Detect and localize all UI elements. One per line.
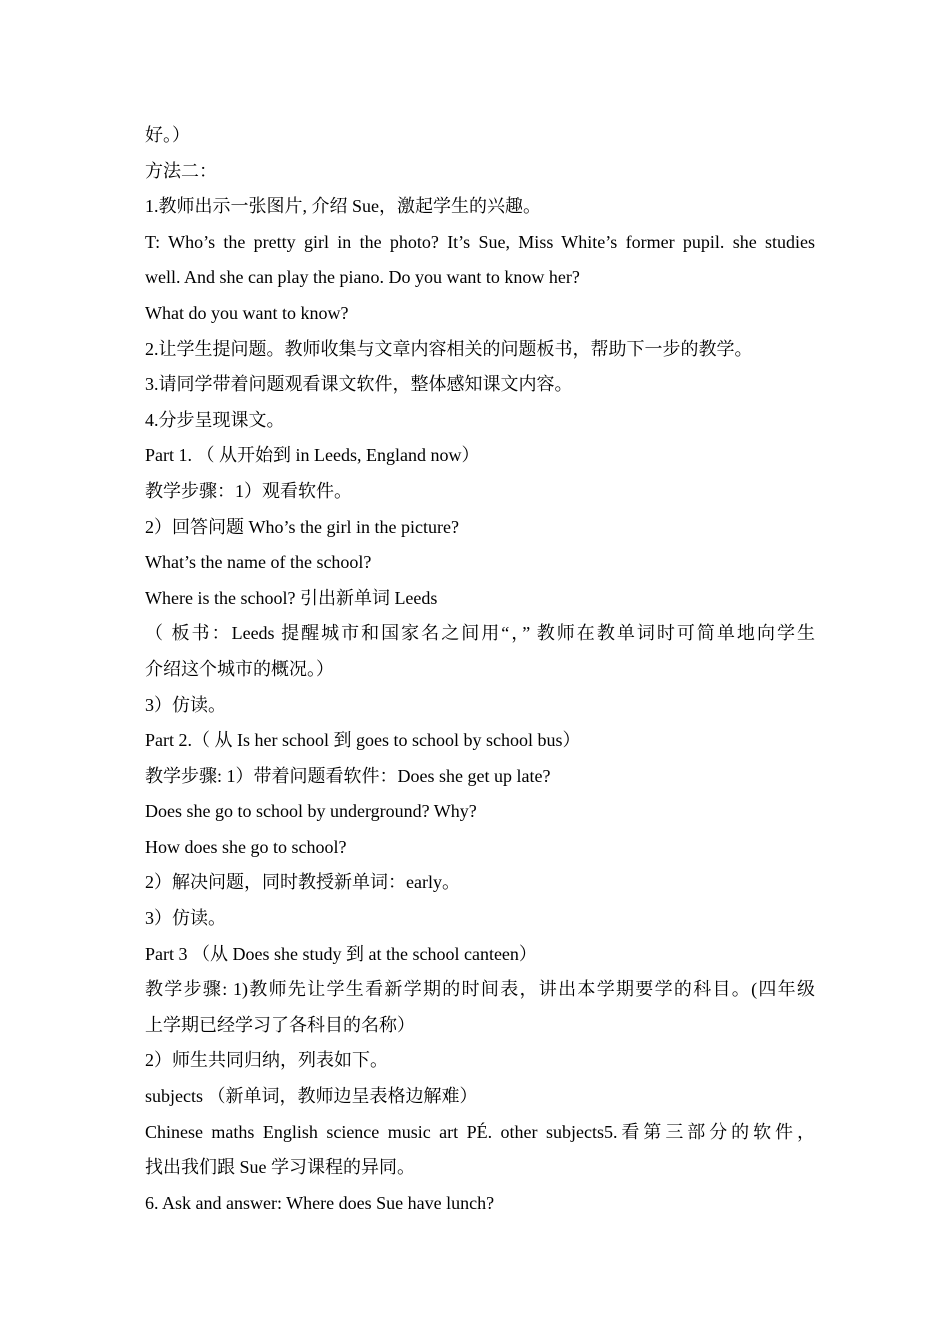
text-line: 2）师生共同归纳，列表如下。: [145, 1050, 388, 1071]
text-line: What do you want to know?: [145, 302, 349, 323]
text-line: How does she go to school?: [145, 836, 347, 857]
text-line: well. And she can play the piano. Do you want to know her?: [145, 267, 580, 288]
text-line: 2）回答问题 Who’s the girl in the picture?: [145, 516, 459, 537]
text-line: 教学步骤: 1）带着问题看软件：Does she get up late?: [145, 765, 551, 786]
text-line: 3.请同学带着问题观看课文软件，整体感知课文内容。: [145, 374, 573, 395]
text-line: Part 1. （ 从开始到 in Leeds, England now）: [145, 445, 480, 466]
text-line: Part 2.（ 从 Is her school 到 goes to school by school bus）: [145, 730, 581, 751]
text-line: 教学步骤: 1)教师先让学生看新学期的时间表，讲出本学期要学的科目。(四年级: [145, 979, 815, 1000]
text-line: 3）仿读。: [145, 694, 226, 715]
text-line: 上学期已经学习了各科目的名称）: [145, 1014, 415, 1035]
text-line: （ 板书：Leeds 提醒城市和国家名之间用“，” 教师在教单词时可简单地向学生: [145, 623, 815, 644]
text-line: Where is the school? 引出新单词 Leeds: [145, 587, 438, 608]
text-line: Part 3 （从 Does she study 到 at the school canteen）: [145, 943, 537, 964]
text-line: 方法二：: [145, 160, 217, 181]
text-line: 3）仿读。: [145, 908, 226, 929]
text-line: 教学步骤：1）观看软件。: [145, 480, 352, 501]
text-line: 2）解决问题，同时教授新单词：early。: [145, 872, 460, 893]
document-body: [145, 118, 815, 1221]
text-line: subjects （新单词，教师边呈表格边解难）: [145, 1086, 478, 1107]
text-line: T: Who’s the pretty girl in the photo? It’s Sue, Miss White’s former pupil. she studies: [145, 231, 815, 252]
text-line: 6. Ask and answer: Where does Sue have lunch?: [145, 1192, 495, 1213]
text-line: What’s the name of the school?: [145, 552, 372, 573]
text-line: 找出我们跟 Sue 学习课程的异同。: [145, 1157, 415, 1178]
text-line: 4.分步呈现课文。: [145, 409, 285, 430]
text-line: 好。）: [145, 125, 190, 145]
text-line: 2.让学生提问题。教师收集与文章内容相关的问题板书，帮助下一步的教学。: [145, 338, 753, 359]
text-line: Chinese maths English science music art PÉ. other subjects5.看第三部分的软件，: [145, 1121, 815, 1142]
text-line: 介绍这个城市的概况。）: [145, 658, 334, 679]
text-line: Does she go to school by underground? Why?: [145, 801, 477, 822]
text-line: 1.教师出示一张图片, 介绍 Sue，激起学生的兴趣。: [145, 196, 541, 217]
